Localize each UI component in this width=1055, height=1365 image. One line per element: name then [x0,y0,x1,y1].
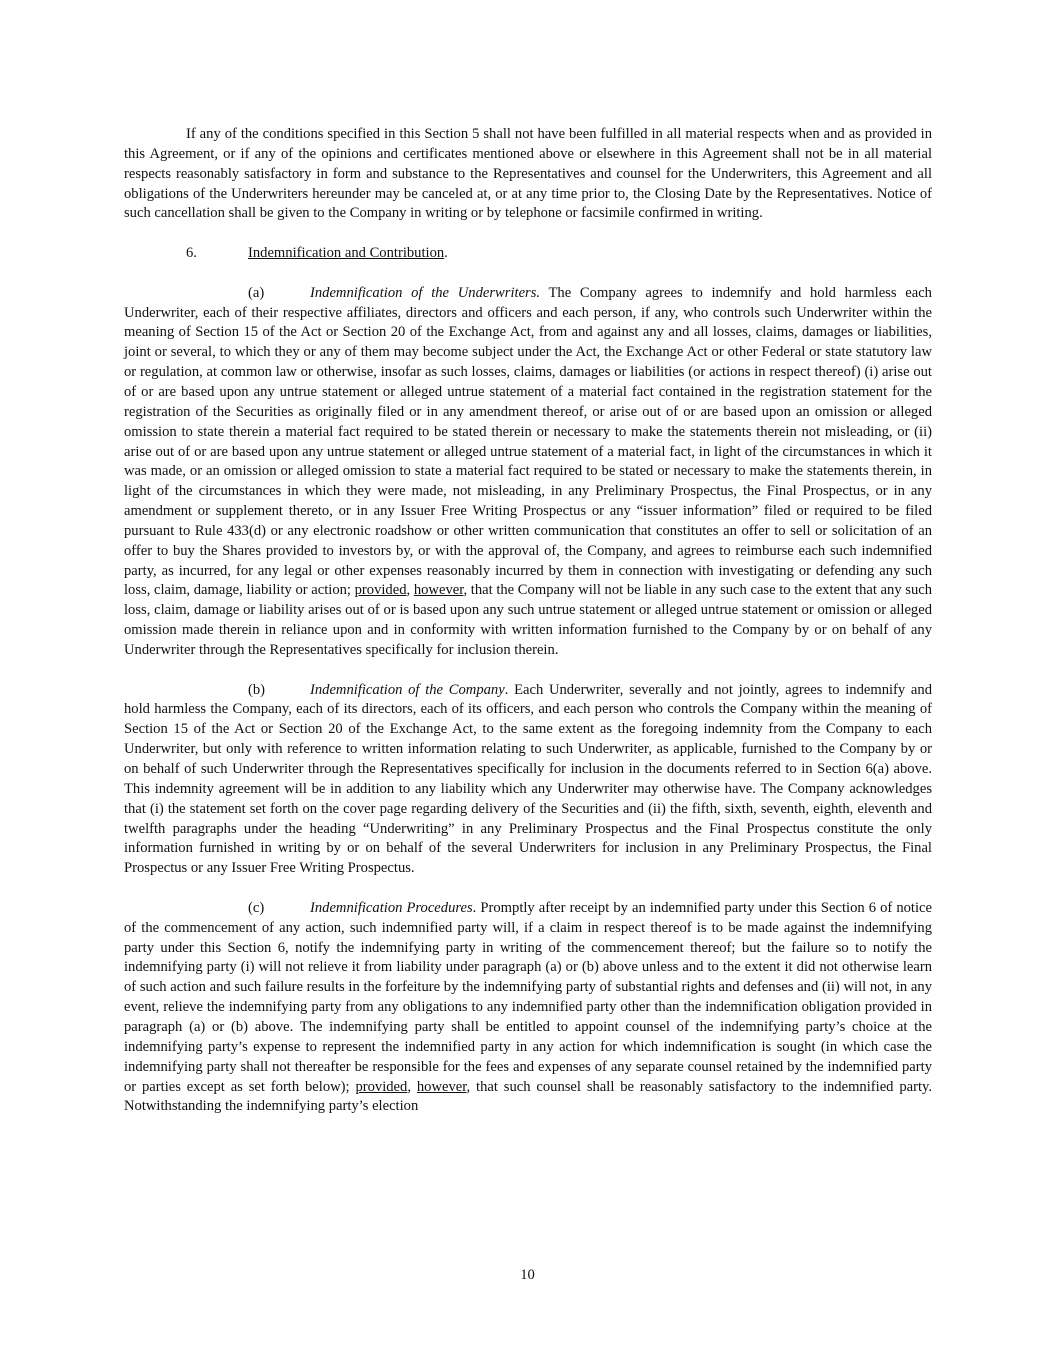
section-title-period: . [444,245,448,262]
page-number: 10 [520,1267,535,1283]
document-page [124,125,932,1137]
subsection-c-heading: Indemnification Procedures [310,899,473,916]
subsection-a-however: however [413,582,464,599]
subsection-c-heading-period: . [472,899,477,916]
subsection-b-heading-period: . [504,681,509,698]
intro-paragraph: If any of the conditions specified in this Section 5 shall not have been fulfilled in all material respects when and as provided in this Agreement, or if any of the opinions and certificates mentioned above or elsewhere in this Agreement shall not be in all material respects reasonably satisfactory in form and substance to the Representatives and counsel for the Underwriters, this Agreement and all obligations of the Underwriters hereunder may be canceled at, or at any time prior to, the Closing Date by the Representatives. Notice of such cancellation shall be given to the Company in writing or by telephone or facsimile confirmed in writing. [124,126,932,222]
section-title: Indemnification and Contribution [248,245,445,262]
subsection-b-heading: Indemnification of the Company [310,681,505,698]
subsection-c-letter: (c) [248,899,265,916]
subsection-c [124,899,932,1117]
subsection-b-letter: (b) [248,681,266,698]
subsection-b-text-1: Each Underwriter, severally and not jointly, agrees to indemnify and hold harmless the Company, each of its directors, each of its officers, and each person who controls the Company within the meaning of Section 15 of the Act or Section 20 of the Exchange Act, to the same extent as the foregoing indemnity from the Company to each Underwriter, but only with reference to written information relating to such Underwriter, as applicable, furnished to the Company by or on behalf of such Underwriter through the Representatives specifically for inclusion in the documents referred to in Section 6(a) above. This indemnity agreement will be in addition to any liability which any Underwriter may otherwise have. The Company acknowledges that (i) the statement set forth on the cover page regarding delivery of the Securities and (ii) the fifth, sixth, seventh, eighth, eleventh and twelfth paragraphs under the heading “Underwriting” in any Preliminary Prospectus and the Final Prospectus constitute the only information furnished in writing by or on behalf of the several Underwriters for inclusion in any Preliminary Prospectus, the Final Prospectus or any Issuer Free Writing Prospectus. [124,681,932,877]
subsection-a-heading: Indemnification of the Underwriters. [310,284,541,301]
subsection-a-text-2: , that the Company will not be liable in any such case to the extent that any such loss, claim, damage or liability arises out of or is based upon any such untrue statement or alleged untrue statement or omission or alleged omission made therein in reliance upon and in conformity with written information furnished to the Company by or on behalf of any Underwriter through the Representatives specifically for inclusion therein. [124,582,933,658]
subsection-c-however: however [416,1078,467,1095]
subsection-a-provided: provided [354,582,407,599]
section-heading [124,244,932,264]
subsection-c-text-2: , that such counsel shall be reasonably satisfactory to the indemnified party. Notwithstanding the indemnifying party’s election [124,1078,933,1115]
subsection-a [124,284,932,661]
subsection-a-letter: (a) [248,284,265,301]
subsection-b [124,681,932,879]
subsection-c-comma: , [407,1078,417,1095]
section-number: 6. [186,245,197,262]
subsection-c-provided: provided [355,1078,408,1095]
subsection-a-comma: , [406,582,414,599]
subsection-c-text-1: Promptly after receipt by an indemnified party under this Section 6 of notice of the commencement of any action, such indemnified party will, if a claim in respect thereof is to be made against the indemnifying party under this Section 6, notify the indemnifying party in writing of the commencement thereof; but the failure so to notify the indemnifying party (i) will not relieve it from liability under paragraph (a) or (b) above unless and to the extent it did not otherwise learn of such action and such failure results in the forfeiture by the indemnifying party of substantial rights and defenses and (ii) will not, in any event, relieve the indemnifying party from any obligations to any indemnified party other than the indemnification obligation provided in paragraph (a) or (b) above. The indemnifying party shall be entitled to appoint counsel of the indemnifying party’s choice at the indemnifying party’s expense to represent the indemnified party in any action for which indemnification is sought (in which case the indemnifying party shall not thereafter be responsible for the fees and expenses of any separate counsel retained by the indemnified party or parties except as set forth below); [124,899,932,1095]
subsection-a-text-1: The Company agrees to indemnify and hold harmless each Underwriter, each of their respective affiliates, directors and officers and each person, if any, who controls such Underwriter within the meaning of Section 15 of the Act or Section 20 of the Exchange Act, from and against any and all losses, claims, damages or liabilities, joint or several, to which they or any of them may become subject under the Act, the Exchange Act or other Federal or state statutory law or regulation, at common law or otherwise, insofar as such losses, claims, damages or liabilities (or actions in respect thereof) (i) arise out of or are based upon any untrue statement or alleged untrue statement of a material fact contained in the registration statement for the registration of the Securities as originally filed or in any amendment thereof, or arise out of or are based upon an omission or alleged omission to state therein a material fact required to be stated therein or necessary to make the statements therein not misleading, or (ii) arise out of or are based upon any untrue statement or alleged untrue statement of a material fact, in light of the circumstances in which it was made, or an omission or alleged omission to state a material fact required to be stated or necessary to make the statements therein, in light of the circumstances in which they were made, not misleading, in any Preliminary Prospectus, the Final Prospectus, or in any amendment or supplement thereto, or in any Issuer Free Writing Prospectus or any “issuer information” filed or required to be filed pursuant to Rule 433(d) or any electronic roadshow or other written communication that constitutes an offer to sell or solicitation of an offer to buy the Shares provided to investors by, or with the approval of, the Company, and agrees to reimburse each such indemnified party, as incurred, for any legal or other expenses reasonably incurred by them in connection with investigating or defending any such loss, claim, damage, liability or action; [124,284,932,599]
